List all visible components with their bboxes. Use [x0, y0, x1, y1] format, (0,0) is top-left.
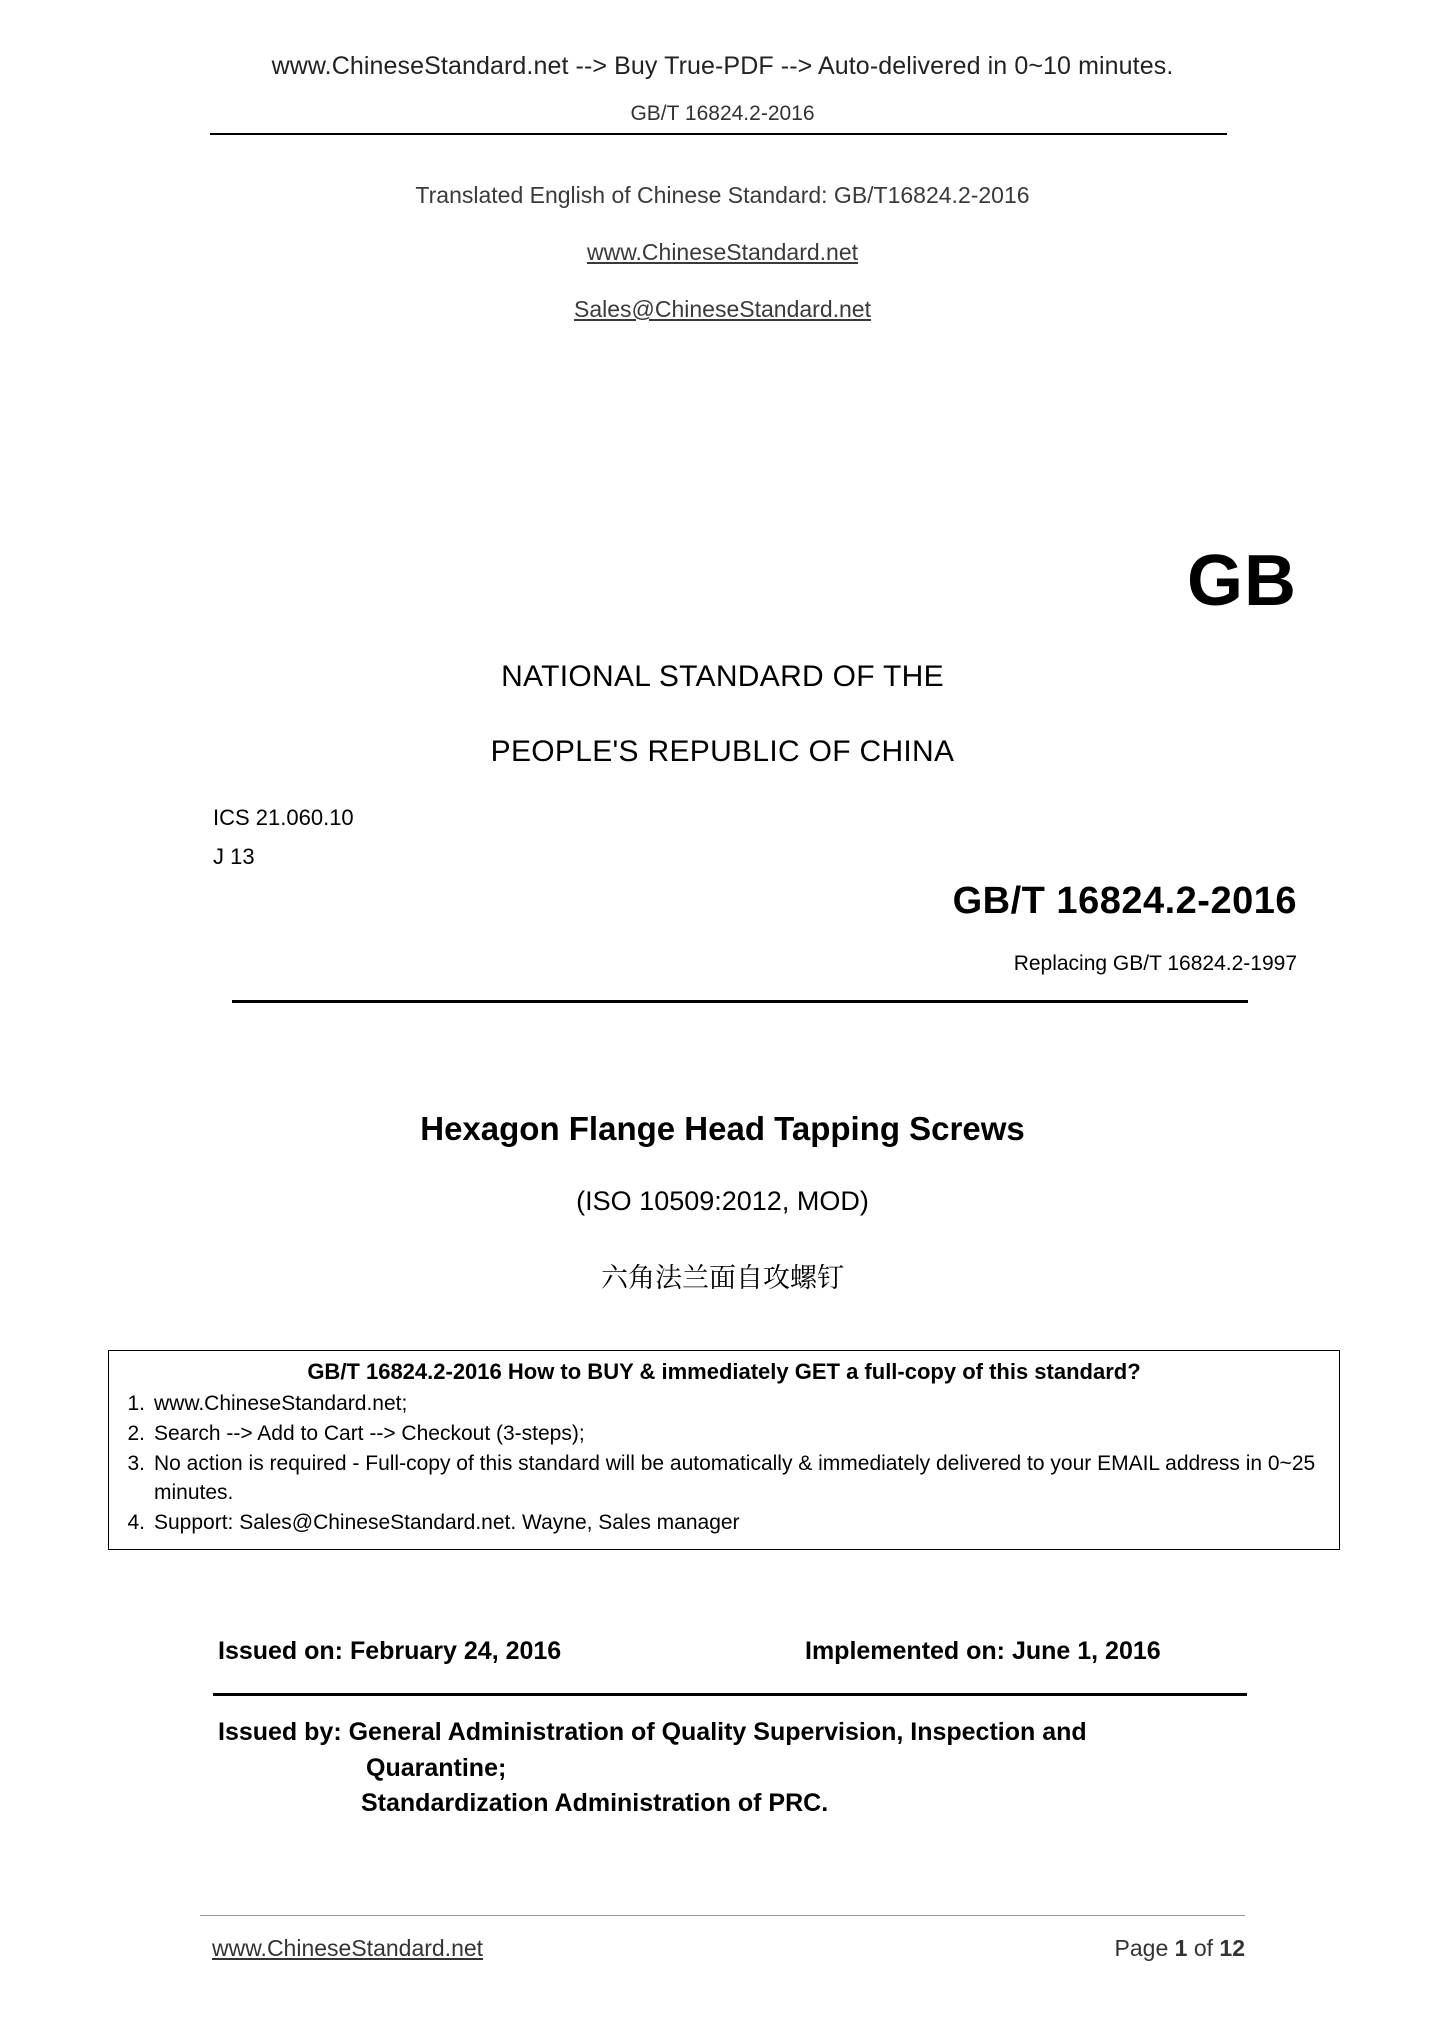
issued-by-line-2: Quarantine;	[366, 1753, 507, 1782]
issued-by-line-3: Standardization Administration of PRC.	[361, 1789, 829, 1817]
list-item	[119, 1509, 1329, 1538]
footer-divider	[200, 1915, 1245, 1916]
issued-on-date: Issued on: February 24, 2016	[218, 1637, 562, 1665]
classification-code: J 13	[213, 844, 255, 869]
list-item-number: 4.	[127, 1510, 145, 1534]
iso-equivalence: (ISO 10509:2012, MOD)	[576, 1186, 869, 1216]
list-item	[119, 1450, 1329, 1508]
list-item	[119, 1420, 1329, 1449]
document-title-english: Hexagon Flange Head Tapping Screws	[420, 1110, 1025, 1147]
how-to-buy-box	[108, 1350, 1340, 1550]
issue-divider	[213, 1693, 1247, 1696]
footer-website[interactable]: www.ChineseStandard.net	[212, 1935, 484, 1961]
header-divider	[210, 133, 1227, 135]
page-total: 12	[1219, 1935, 1245, 1961]
implemented-on-date: Implemented on: June 1, 2016	[805, 1637, 1161, 1665]
page-current: 1	[1174, 1935, 1188, 1961]
how-to-buy-title: GB/T 16824.2-2016 How to BUY & immediately GET a full-copy of this standard?	[307, 1359, 1141, 1384]
cover-divider	[232, 1000, 1248, 1003]
promo-banner: www.ChineseStandard.net --> Buy True-PDF --> Auto-delivered in 0~10 minutes.	[271, 52, 1174, 80]
sales-email-text: Sales@ChineseStandard.net	[574, 296, 871, 322]
page-indicator	[1115, 1935, 1245, 1962]
replacing-note: Replacing GB/T 16824.2-1997	[1013, 952, 1297, 975]
list-item	[119, 1390, 1329, 1419]
website-link[interactable]	[0, 239, 1445, 266]
issued-by-line-1: Issued by: General Administration of Quality Supervision, Inspection and	[218, 1718, 1087, 1746]
national-standard-line-2: PEOPLE'S REPUBLIC OF CHINA	[490, 735, 955, 768]
list-item-number: 3.	[127, 1451, 145, 1475]
list-item-text: www.ChineseStandard.net;	[154, 1392, 408, 1415]
gb-logo-text: GB	[1187, 541, 1297, 621]
sales-email-link[interactable]	[0, 296, 1445, 323]
page-mid: of	[1187, 1935, 1220, 1961]
document-title-chinese: 六角法兰面自攻螺钉	[601, 1263, 844, 1293]
list-item-text: No action is required - Full-copy of this standard will be automatically & immediately delivered to your EMAIL address in 0~25 minutes.	[154, 1451, 1316, 1504]
page-prefix: Page	[1114, 1935, 1175, 1961]
issued-by-block	[218, 1715, 1238, 1822]
translated-title: Translated English of Chinese Standard: GB/T16824.2-2016	[415, 182, 1030, 208]
how-to-buy-list	[119, 1390, 1329, 1538]
standard-number: GB/T 16824.2-2016	[952, 880, 1297, 922]
list-item-text: Support: Sales@ChineseStandard.net. Wayne, Sales manager	[154, 1510, 740, 1534]
list-item-text: Search --> Add to Cart --> Checkout (3-steps);	[154, 1421, 585, 1445]
website-link-text: www.ChineseStandard.net	[586, 239, 859, 265]
list-item-number: 1.	[127, 1392, 145, 1415]
list-item-number: 2.	[127, 1421, 145, 1445]
national-standard-line-1: NATIONAL STANDARD OF THE	[501, 660, 944, 693]
ics-code: ICS 21.060.10	[213, 805, 354, 830]
header-standard-code: GB/T 16824.2-2016	[630, 102, 815, 125]
